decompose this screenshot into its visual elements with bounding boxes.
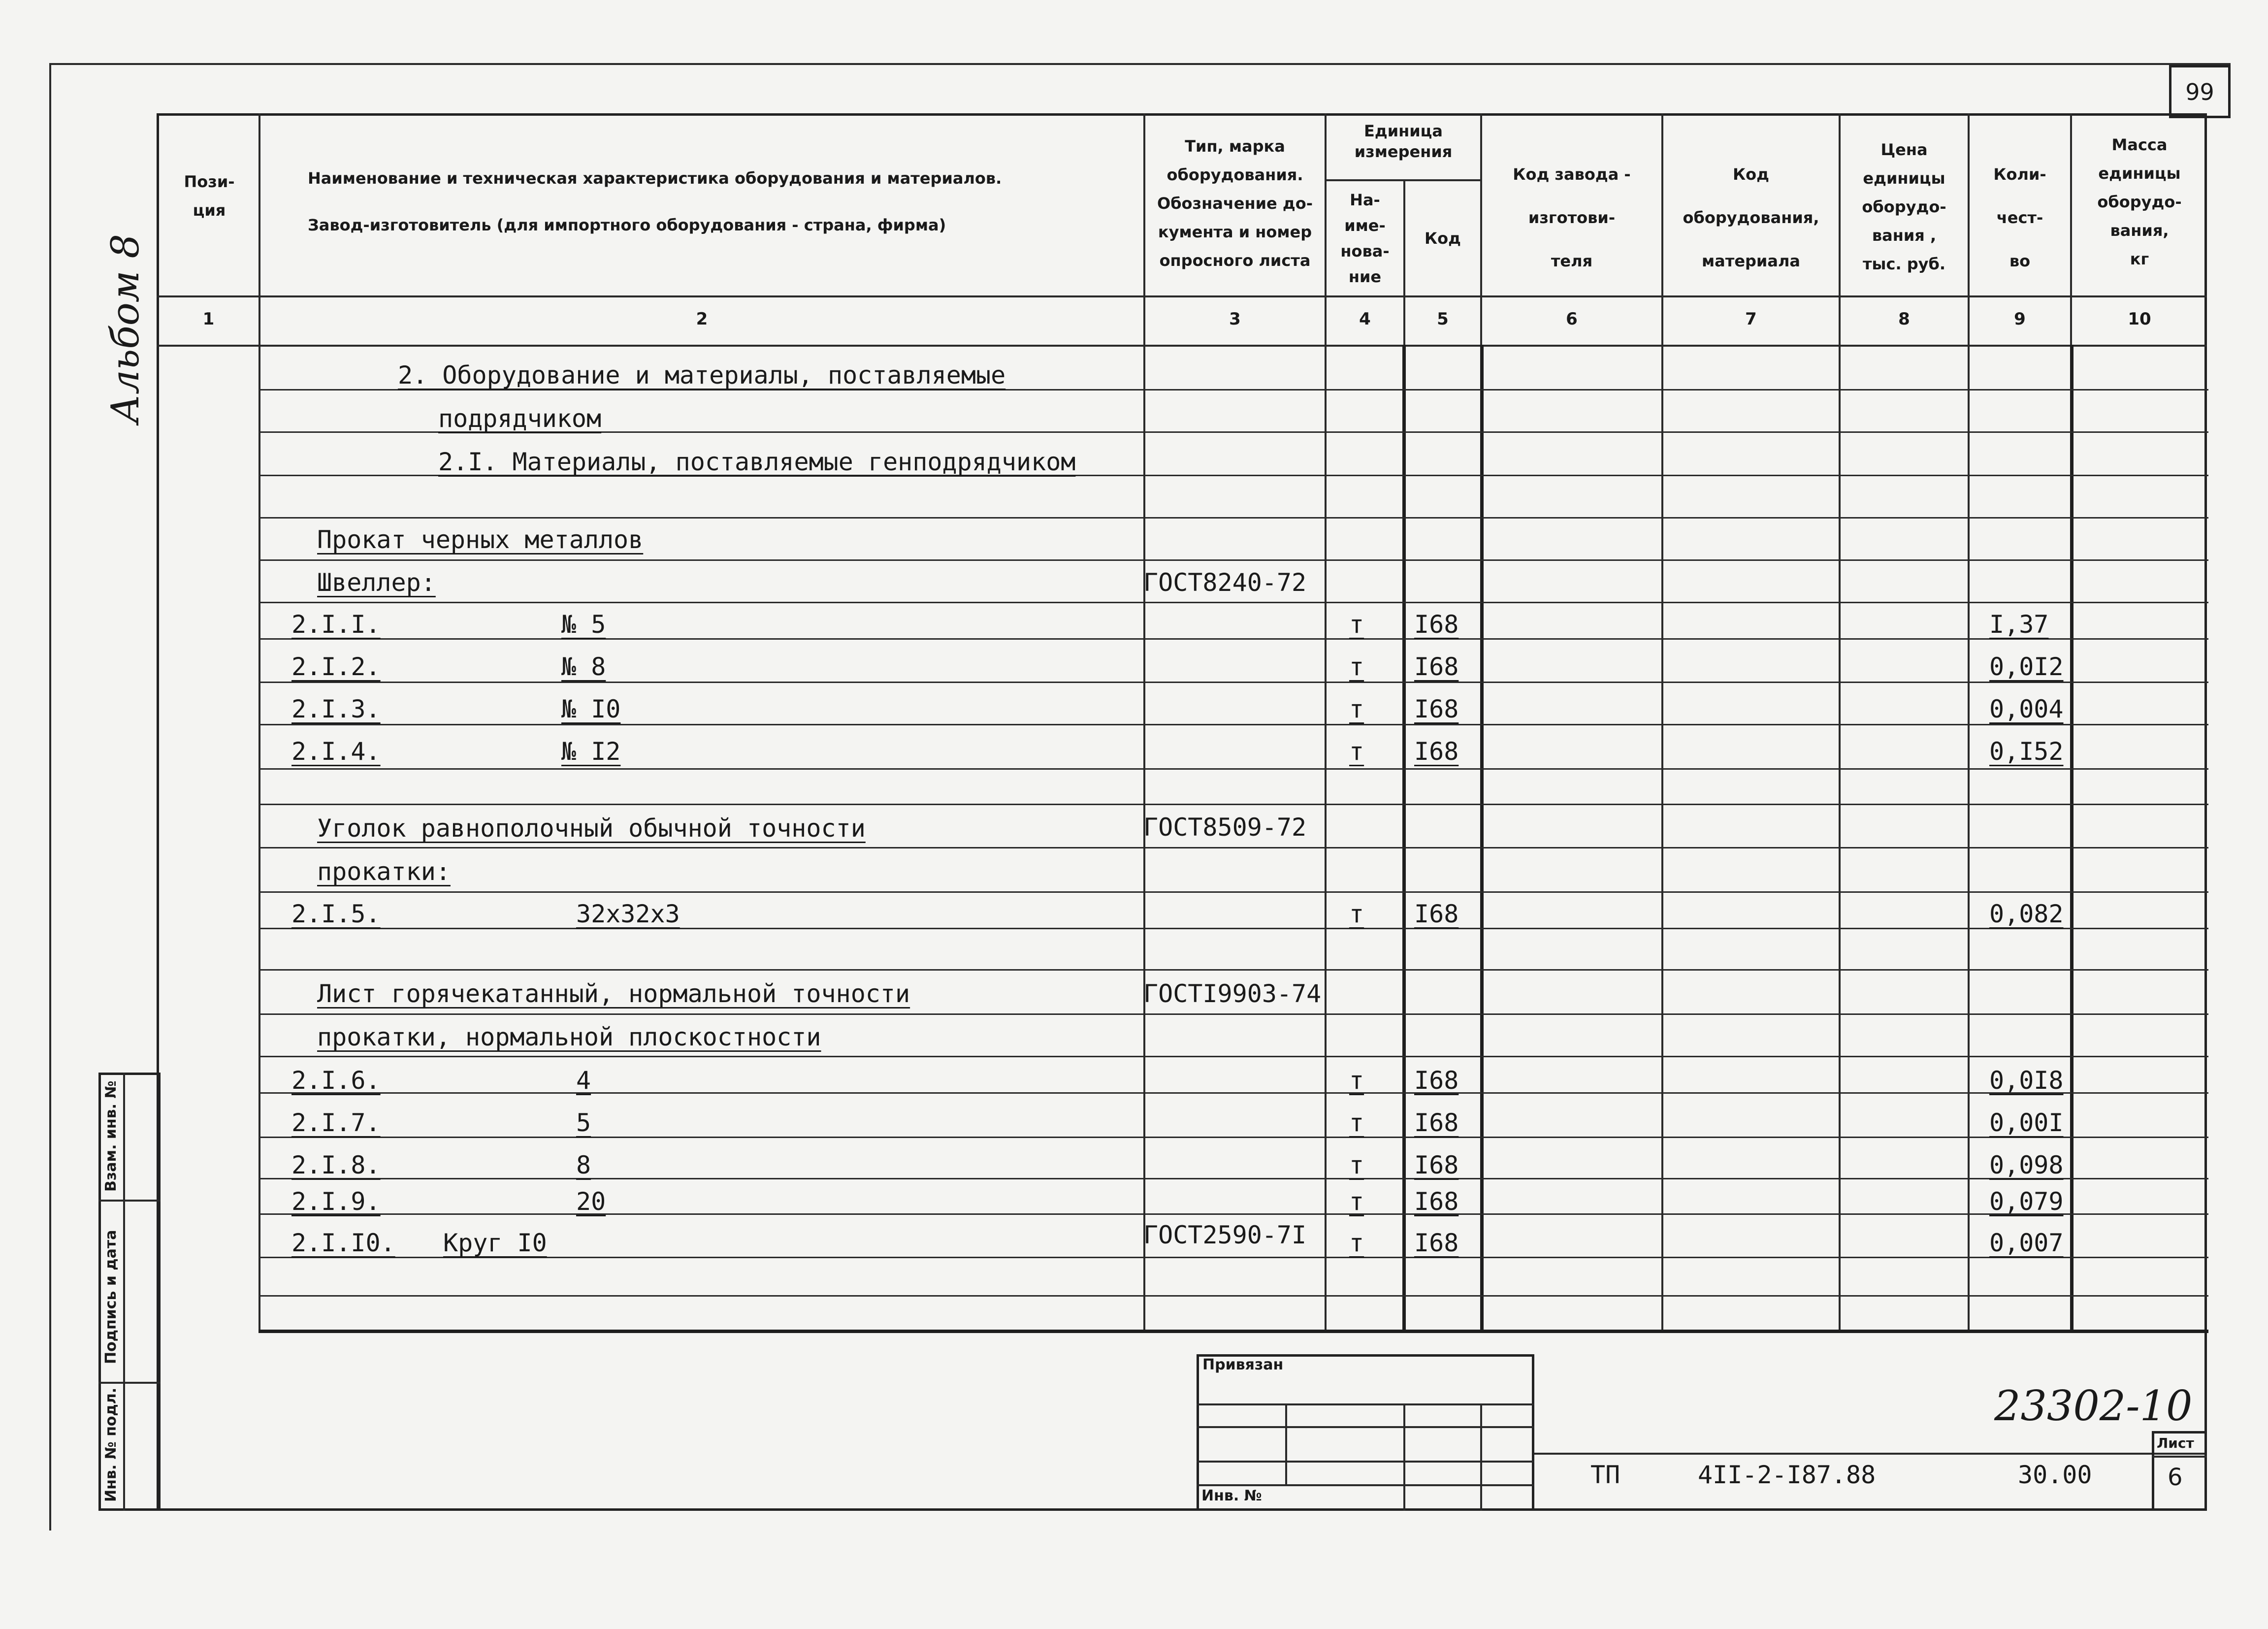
row-position: 2.I.9. [292,1187,381,1216]
hdr-col6: Код завода - изготови- теля [1513,165,1631,270]
row-code: I68 [1414,652,1459,681]
colnum-9: 9 [2014,309,2026,329]
privyazan-line-4 [1197,1484,1534,1486]
section-title-line2: подрядчиком [438,404,602,433]
row-unit: т [1349,1229,1364,1257]
row-line [259,602,2208,603]
col-line-2 [1143,113,1145,1331]
group1-gost: ГОСТ8240-72 [1143,568,1307,597]
row-code: I68 [1414,1229,1459,1257]
col-line-1 [259,113,260,1331]
row-line [259,559,2208,561]
hdr-col8: Цена единицы оборудо- вания , тыс. руб. [1862,140,1946,273]
row-code: I68 [1414,1108,1459,1137]
privyazan-label: Привязан [1202,1356,1284,1373]
privyazan-vline-1 [1285,1403,1287,1484]
stamp-top-line [1534,1453,2207,1455]
handwritten-doc-number: 23302-10 [1994,1382,2193,1430]
row-line [259,768,2208,770]
row-quantity: I,37 [1989,610,2049,639]
row-line [259,1092,2208,1094]
row-quantity: 0,0I2 [1989,652,2064,681]
row-code: I68 [1414,900,1459,928]
hdr-col4: На- име- нова- ние [1340,191,1390,286]
hdr-col3: Тип, марка оборудования. Обозначение до- кумента и номер опросного листа [1157,137,1313,270]
privyazan-line-2 [1197,1426,1534,1428]
row-line [259,847,2208,848]
row-position: 2.I.3. [292,695,381,723]
row-line [259,1137,2208,1138]
colnum-2: 2 [696,309,708,329]
row-name: № I2 [561,737,621,766]
hdr-col1: Пози- ция [184,172,235,220]
sheet-number: 6 [2168,1464,2183,1491]
sheet-label: Лист [2157,1435,2194,1451]
row-line [259,969,2208,971]
gost-round: ГОСТ2590-7I [1143,1221,1307,1249]
stamp-project-code: 4II-2-I87.88 [1698,1461,1876,1489]
side-label-podpis: Подпись и дата [102,1230,120,1364]
row-quantity: 0,079 [1989,1187,2064,1216]
row-line [259,682,2208,683]
row-code: I68 [1414,695,1459,723]
side-strip-split-1 [98,1200,161,1202]
group3-title: Лист горячекатанный, нормальной точности [317,979,910,1008]
qty-col-thick-right [2070,345,2074,1331]
outer-top-border [49,63,2231,65]
colnum-10: 10 [2128,309,2151,329]
section-title-line1: 2. Оборудование и материалы, поставляемые [398,361,1006,390]
row-unit: т [1349,1151,1364,1179]
row-unit: т [1349,1066,1364,1095]
margin-note-album: Альбом 8 [103,234,148,424]
row-quantity: 0,I52 [1989,737,2064,766]
row-name: 20 [576,1187,606,1216]
row-quantity: 0,004 [1989,695,2064,723]
group1-sub: Швеллер: [317,568,436,597]
group1-title: Прокат черных металлов [317,525,644,554]
colnum-3: 3 [1229,309,1241,329]
row-line [259,638,2208,640]
code-col-thick-left [1402,345,1406,1331]
row-line [259,804,2208,805]
row-unit: т [1349,610,1364,639]
hdr-col9: Коли- чест- во [1993,165,2046,270]
row-position: 2.I.2. [292,652,381,681]
hdr-col10: Масса единицы оборудо- вания, кг [2097,135,2182,268]
privyazan-line-1 [1197,1403,1534,1405]
row-name: 32x32x3 [576,900,680,928]
hdr-col5: Код [1425,229,1461,248]
col-line-3 [1325,113,1327,1331]
row-line [259,1178,2208,1179]
code-col-thick-right [1480,345,1484,1331]
colnum-4: 4 [1359,309,1371,329]
row-name: 8 [576,1151,591,1179]
row-name: 5 [576,1108,591,1137]
group2-title: Уголок равнополочный обычной точности [317,814,866,843]
col-line-7 [1839,113,1841,1331]
side-label-inv-podl: Инв. № подл. [102,1387,120,1502]
row-name: № I0 [561,695,621,723]
subsection-title: 2.I. Материалы, поставляемые генподрядчиком [438,448,1076,476]
number-row-bottom-line [157,345,2207,347]
hdr-col7: Код оборудования, материала [1683,165,1819,270]
row-line [259,724,2208,725]
privyazan-line-3 [1197,1461,1534,1463]
row-unit: т [1349,900,1364,928]
group3-sub: прокатки, нормальной плоскостности [317,1023,821,1051]
row-position: 2.I.7. [292,1108,381,1137]
colnum-5: 5 [1437,309,1449,329]
row-line [259,928,2208,929]
row-line [259,1295,2208,1297]
outer-left-border [49,63,51,1531]
row-name: № 5 [561,610,606,639]
row-quantity: 0,0I8 [1989,1066,2064,1095]
col-line-8 [1968,113,1970,1331]
row-line [259,1056,2208,1057]
stamp-doc-code: 30.00 [2018,1461,2092,1489]
row-unit: т [1349,695,1364,723]
row-code: I68 [1414,1066,1459,1095]
row-name: № 8 [561,652,606,681]
hdr-col45: Единица измерения [1354,122,1453,161]
row-line [259,517,2208,519]
colnum-8: 8 [1898,309,1910,329]
colnum-6: 6 [1566,309,1578,329]
row-name: 4 [576,1066,591,1095]
row-position: 2.I.5. [292,900,381,928]
row-code: I68 [1414,610,1459,639]
row-unit: т [1349,652,1364,681]
row-quantity: 0,007 [1989,1229,2064,1257]
row-line [259,1213,2208,1215]
col-line-6 [1661,113,1663,1331]
row-unit: т [1349,737,1364,766]
row-line [259,1257,2208,1258]
row-code: I68 [1414,1187,1459,1216]
hdr-col2: Наименование и техническая характеристика оборудования и материалов. Завод-изготовитель (для импортного оборудования - страна, фирма) [308,169,1002,234]
row-line [259,1013,2208,1015]
sheet-box-split [2152,1456,2207,1458]
row-quantity: 0,098 [1989,1151,2064,1179]
side-strip-divider [123,1073,125,1511]
stamp-tp: ТП [1590,1461,1620,1489]
privyazan-vline-3 [1480,1403,1482,1511]
row-quantity: 0,082 [1989,900,2064,928]
group3-gost: ГОСТI9903-74 [1143,979,1322,1008]
corner-sheet-number: 99 [2185,79,2214,105]
unit-header-split [1325,179,1480,181]
side-label-vzam: Взам. инв. № [102,1080,120,1192]
side-strip-split-2 [98,1382,161,1384]
row-position: 2.I.8. [292,1151,381,1179]
row-unit: т [1349,1108,1364,1137]
row-quantity: 0,00I [1989,1108,2064,1137]
row-name: Круг I0 [443,1229,547,1257]
row-code: I68 [1414,737,1459,766]
colnum-7: 7 [1745,309,1757,329]
row-unit: т [1349,1187,1364,1216]
header-bottom-line [157,295,2207,297]
row-position: 2.I.I0. [292,1229,395,1257]
row-code: I68 [1414,1151,1459,1179]
row-line [259,891,2208,893]
privyazan-vline-2 [1403,1403,1405,1511]
colnum-1: 1 [202,309,215,329]
group2-gost: ГОСТ8509-72 [1143,813,1307,842]
row-position: 2.I.I. [292,610,381,639]
inv-no-label: Инв. № [1201,1487,1262,1504]
row-position: 2.I.6. [292,1066,381,1095]
group2-sub: прокатки: [317,857,451,886]
row-position: 2.I.4. [292,737,381,766]
body-bottom-thick [259,1330,2208,1333]
